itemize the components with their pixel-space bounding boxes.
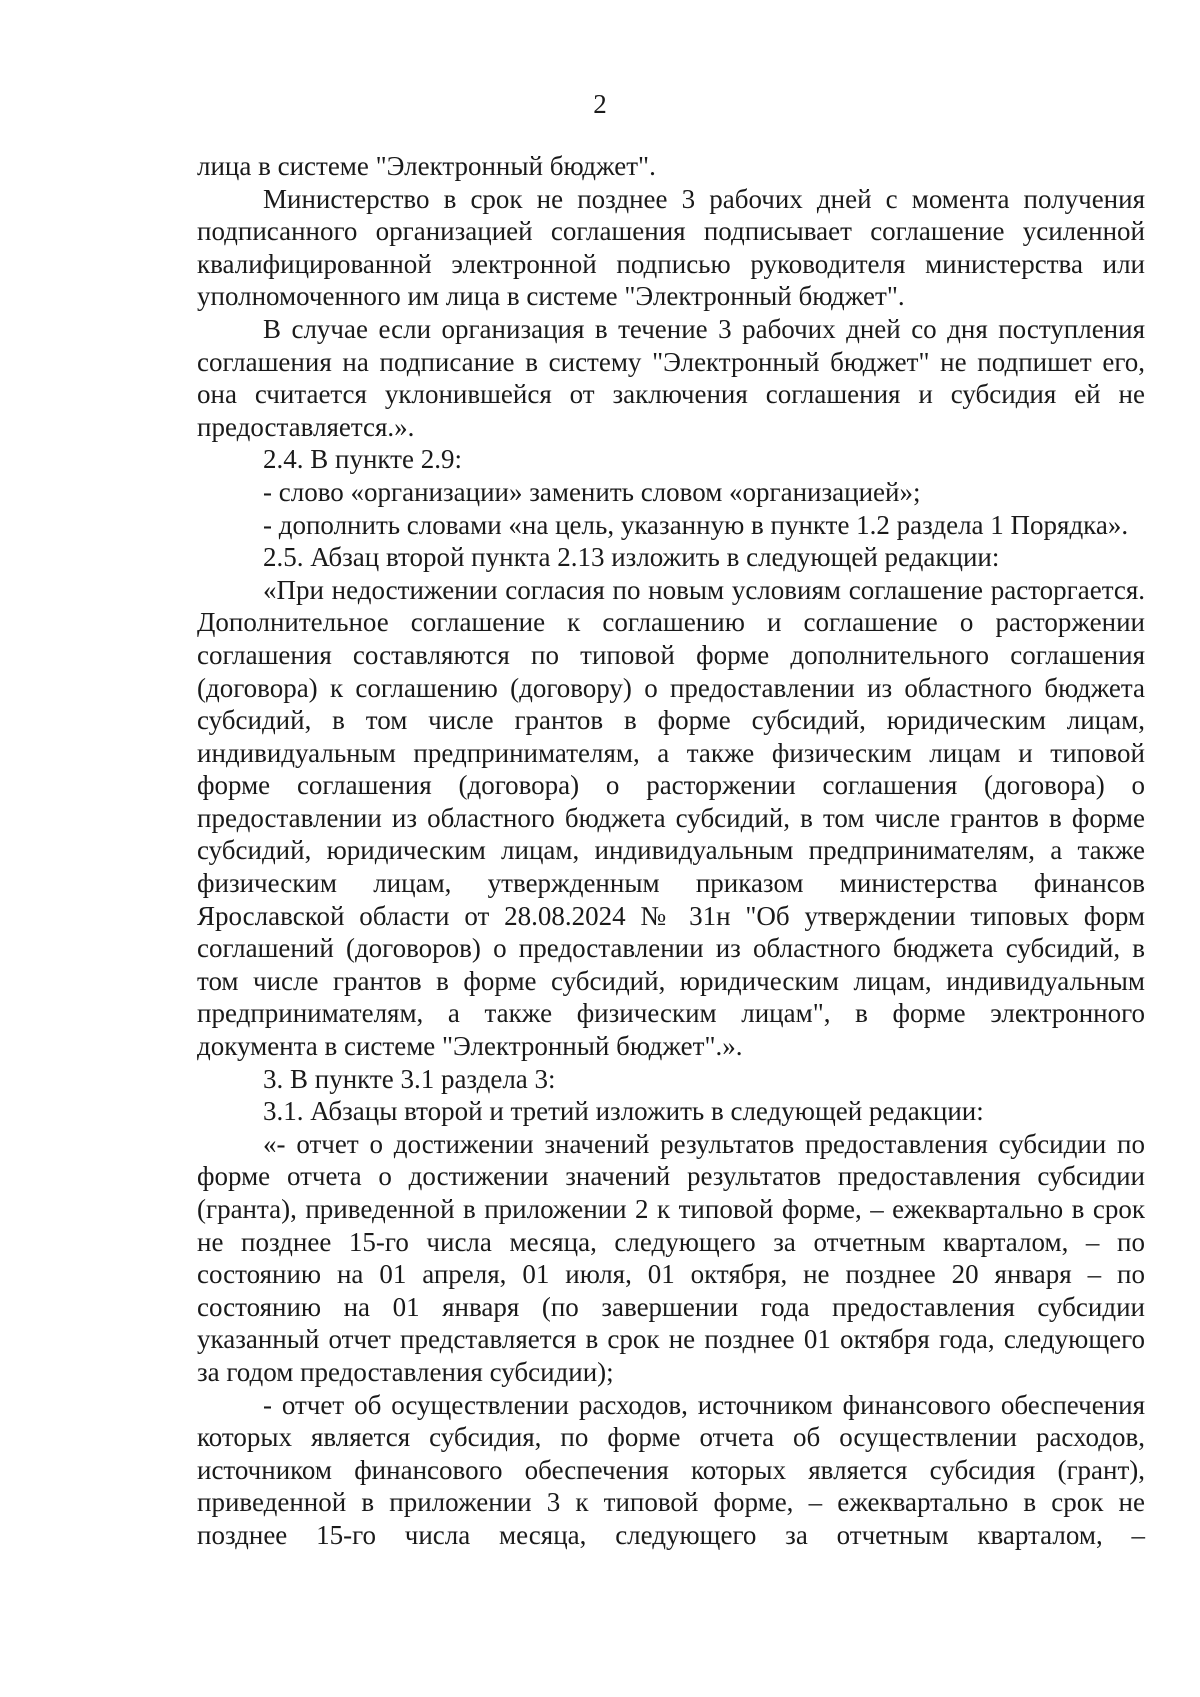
page-number: 2 bbox=[593, 89, 607, 119]
paragraph-agreement-termination: «При недостижении согласия по новым условиям соглашение расторгается. Дополнительное соглашение к соглашению и соглашение о расторжении соглашения составляются по типовой форме дополнительного соглашения (договора) к соглашению (договору) о предоставлении из областного бюджета субсидий, в том числе грантов в форме субсидий, юридическим лицам, индивидуальным предпринимателям, а также физическим лицам и типовой форме соглашения (договора) о расторжении соглашения (договора) о предоставлении из областного бюджета субсидий, в том числе грантов в форме субсидий, юридическим лицам, индивидуальным предпринимателям, а также физическим лицам, утвержденным приказом министерства финансов Ярославской области от 28.08.2024 № 31н "Об утверждении типовых форм соглашений (договоров) о предоставлении из областного бюджета субсидий, в том числе грантов в форме субсидий, юридическим лицам, индивидуальным предпринимателям, а также физическим лицам", в форме электронного документа в системе "Электронный бюджет".». bbox=[197, 574, 1145, 1062]
paragraph-ministry-signing: Министерство в срок не позднее 3 рабочих дней с момента получения подписанного организацией соглашения подписывает соглашение усиленной квалифицированной электронной подписью руководителя министерства или уполномоченного им лица в системе "Электронный бюджет". bbox=[197, 183, 1145, 312]
paragraph-continuation: лица в системе "Электронный бюджет". bbox=[197, 151, 656, 181]
paragraph-item-2-4: 2.4. В пункте 2.9: bbox=[263, 444, 462, 475]
paragraph-item-3-1: 3.1. Абзацы второй и третий изложить в следующей редакции: bbox=[263, 1096, 984, 1127]
paragraph-expenses-report: - отчет об осуществлении расходов, источником финансового обеспечения которых является субсидия, по форме отчета об осуществлении расходов, источником финансового обеспечения которых является субсидия (грант), приведенной в приложении 3 к типовой форме, – ежеквартально в срок не позднее 15-го числа месяца, следующего за отчетным кварталом, – bbox=[197, 1389, 1145, 1550]
document-body bbox=[197, 150, 1145, 1552]
paragraph-item-3: 3. В пункте 3.1 раздела 3: bbox=[263, 1063, 556, 1094]
paragraph-word-replace: - слово «организации» заменить словом «организацией»; bbox=[263, 476, 921, 507]
paragraph-results-report: «- отчет о достижении значений результатов предоставления субсидии по форме отчета о достижении значений результатов предоставления субсидии (гранта), приведенной в приложении 2 к типовой форме, – ежеквартально в срок не позднее 15-го числа месяца, следующего за отчетным кварталом, – по состоянию на 01 апреля, 01 июля, 01 октября, не позднее 20 января – по состоянию на 01 января (по завершении года предоставления субсидии указанный отчет представляется в срок не позднее 01 октября года, следующего за годом предоставления субсидии); bbox=[197, 1128, 1145, 1387]
paragraph-item-2-5: 2.5. Абзац второй пункта 2.13 изложить в следующей редакции: bbox=[263, 542, 1000, 573]
paragraph-evasion: В случае если организация в течение 3 рабочих дней со дня поступления соглашения на подписание в систему "Электронный бюджет" не подпишет его, она считается уклонившейся от заключения соглашения и субсидия ей не предоставляется.». bbox=[197, 313, 1145, 442]
paragraph-add-words: - дополнить словами «на цель, указанную в пункте 1.2 раздела 1 Порядка». bbox=[263, 509, 1129, 540]
